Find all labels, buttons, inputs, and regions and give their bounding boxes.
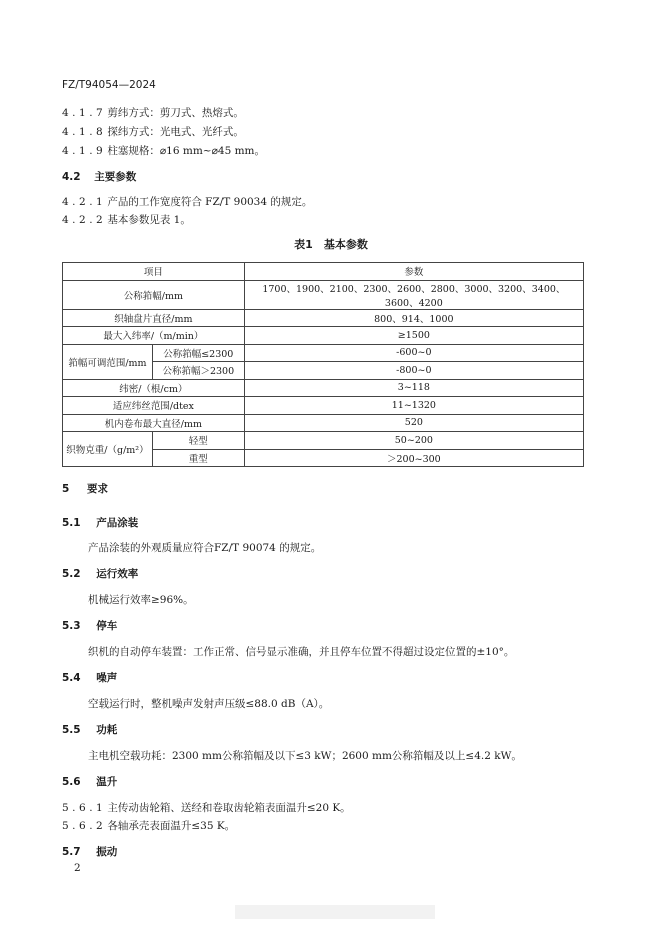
row-label: 纬密/（根/cm） <box>63 379 245 397</box>
row-value: 11~1320 <box>244 397 583 415</box>
table-row <box>63 309 584 327</box>
clause-text: 剪纬方式：剪刀式、热熔式。 <box>107 107 244 119</box>
section-5-6-heading <box>62 774 117 789</box>
section-5-5-body: 主电机空载功耗：2300 mm公称筘幅及以下≤3 kW；2600 mm公称筘幅及以上≤4.2 kW。 <box>88 750 522 762</box>
section-number: 5.4 <box>62 672 81 684</box>
section-number: 5 <box>62 483 70 495</box>
row-value: -600~0 <box>244 344 583 362</box>
clause-4-1-8 <box>62 124 244 139</box>
table-row <box>63 280 584 309</box>
clause-4-1-7 <box>62 105 244 120</box>
table-row <box>63 432 584 450</box>
table-caption: 表1 基本参数 <box>294 238 368 251</box>
section-5-7-heading <box>62 844 117 859</box>
row-group-label: 筘幅可调范围/mm <box>63 344 153 379</box>
table-row <box>63 327 584 345</box>
row-value: -800~0 <box>244 362 583 380</box>
section-5-2-heading <box>62 566 138 581</box>
section-title: 运行效率 <box>96 568 139 580</box>
row-label: 织轴盘片直径/mm <box>63 309 245 327</box>
row-value: 520 <box>244 414 583 432</box>
clause-4-1-9 <box>62 143 265 158</box>
section-5-4-body: 空载运行时，整机噪声发射声压级≤88.0 dB（A）。 <box>88 698 330 710</box>
section-number: 5.3 <box>62 620 81 632</box>
row-value: 3~118 <box>244 379 583 397</box>
section-title: 功耗 <box>96 724 118 736</box>
table-row <box>63 344 584 362</box>
clause-number: 4.2.2 <box>62 214 107 226</box>
document-id: FZ/T94054—2024 <box>62 79 156 91</box>
clause-text: 主传动齿轮箱、送经和卷取齿轮箱表面温升≤20 K。 <box>107 802 351 814</box>
clause-text: 各轴承壳表面温升≤35 K。 <box>107 820 236 832</box>
section-number: 4.2 <box>62 171 81 183</box>
section-title: 停车 <box>96 620 118 632</box>
clause-number: 4.1.7 <box>62 107 107 119</box>
row-sublabel: 重型 <box>152 449 244 467</box>
section-5-3-body: 织机的自动停车装置：工作正常、信号显示准确，并且停车位置不得超过设定位置的±10°。 <box>88 646 515 658</box>
clause-number: 4.1.9 <box>62 145 107 157</box>
clause-4-2-1 <box>62 194 312 209</box>
clause-text: 探纬方式：光电式、光纤式。 <box>107 126 244 138</box>
table-row <box>63 414 584 432</box>
row-sublabel: 公称筘幅＞2300 <box>152 362 244 380</box>
row-label: 最大入纬率/（m/min） <box>63 327 245 345</box>
section-number: 5.7 <box>62 846 81 858</box>
watermark <box>235 905 435 919</box>
section-number: 5.5 <box>62 724 81 736</box>
clause-5-6-2 <box>62 818 235 833</box>
section-5-3-heading <box>62 618 117 633</box>
row-value: 50~200 <box>244 432 583 450</box>
clause-5-6-1 <box>62 800 351 815</box>
section-number: 5.2 <box>62 568 81 580</box>
clause-text: 基本参数见表 1。 <box>107 214 191 226</box>
clause-number: 4.1.8 <box>62 126 107 138</box>
page-number: 2 <box>74 862 81 874</box>
section-5-heading <box>62 481 108 496</box>
section-title: 要求 <box>86 483 108 495</box>
header-item: 项目 <box>63 263 245 281</box>
table-row <box>63 397 584 415</box>
section-title: 振动 <box>96 846 118 858</box>
row-value: 800、914、1000 <box>244 309 583 327</box>
clause-text: 产品的工作宽度符合 FZ/T 90034 的规定。 <box>107 196 313 208</box>
section-5-1-body: 产品涂装的外观质量应符合FZ/T 90074 的规定。 <box>88 542 322 554</box>
row-group-label: 织物克重/（g/m²） <box>63 432 153 467</box>
section-title: 产品涂装 <box>96 517 139 529</box>
section-5-5-heading <box>62 722 117 737</box>
clause-text: 柱塞规格：⌀16 mm~⌀45 mm。 <box>107 145 266 157</box>
section-number: 5.1 <box>62 517 81 529</box>
row-value: 1700、1900、2100、2300、2600、2800、3000、3200、3400、3600、4200 <box>244 280 583 309</box>
clause-4-2-2 <box>62 212 191 227</box>
section-5-1-heading <box>62 515 138 530</box>
section-4-2-heading <box>62 169 136 184</box>
row-value: ＞200~300 <box>244 449 583 467</box>
row-sublabel: 轻型 <box>152 432 244 450</box>
section-title: 温升 <box>96 776 118 788</box>
clause-number: 5.6.1 <box>62 802 107 814</box>
row-sublabel: 公称筘幅≤2300 <box>152 344 244 362</box>
table-row <box>63 379 584 397</box>
header-param: 参数 <box>244 263 583 281</box>
section-number: 5.6 <box>62 776 81 788</box>
row-label: 公称筘幅/mm <box>63 280 245 309</box>
table-header-row <box>63 263 584 281</box>
parameters-table <box>62 262 584 467</box>
section-title: 主要参数 <box>94 171 137 183</box>
row-label: 机内卷布最大直径/mm <box>63 414 245 432</box>
clause-number: 4.2.1 <box>62 196 107 208</box>
section-5-4-heading <box>62 670 117 685</box>
section-5-2-body: 机械运行效率≥96%。 <box>88 594 194 606</box>
row-value: ≥1500 <box>244 327 583 345</box>
row-label: 适应纬丝范围/dtex <box>63 397 245 415</box>
section-title: 噪声 <box>96 672 118 684</box>
clause-number: 5.6.2 <box>62 820 107 832</box>
